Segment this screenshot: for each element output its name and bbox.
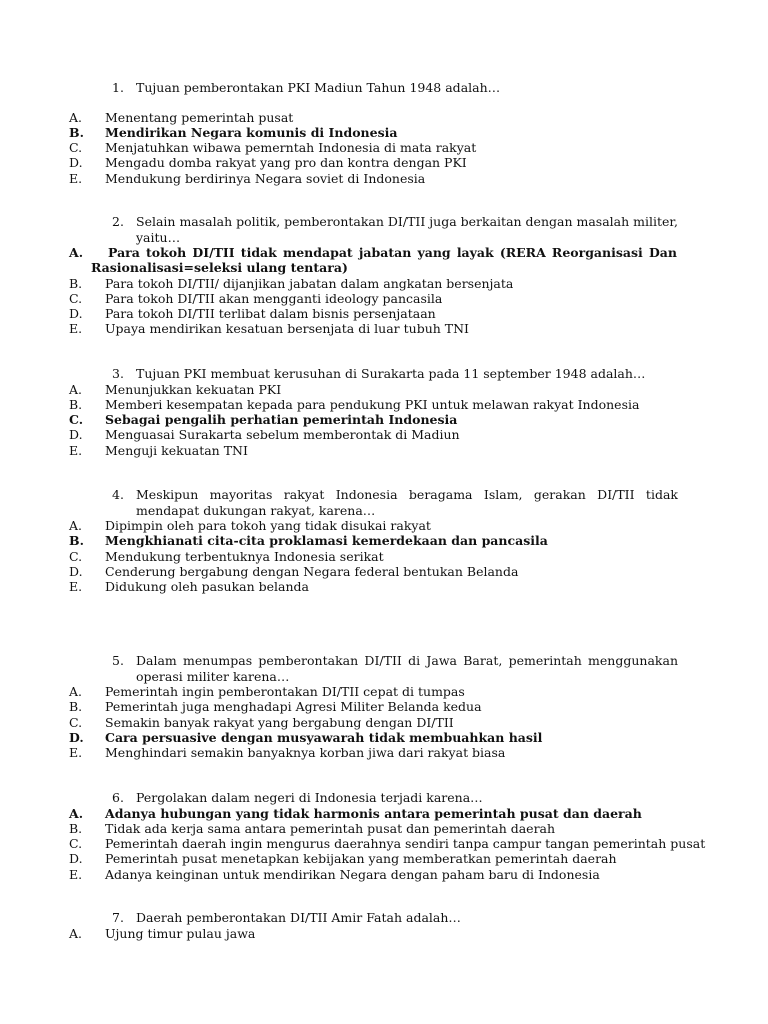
option-text: Menguasai Surakarta sebelum memberontak di Madiun [105,427,460,443]
option-text: Mendirikan Negara komunis di Indonesia [105,124,398,140]
option-a-correct [0,245,768,276]
question-text: Pergolakan dalam negeri di Indonesia terjadi karena… [136,790,483,805]
question-stem [112,80,678,96]
question-text: Dalam menumpas pemberontakan DI/TII di Jawa Barat, pemerintah menggunakan operasi militer karena… [136,653,678,684]
question-2 [0,214,768,337]
question-number: 7. [112,910,124,925]
question-stem [112,366,678,382]
option-b [0,699,768,714]
option-letter: B. [69,820,83,836]
question-5 [0,653,768,760]
question-text: Selain masalah politik, pemberontakan DI/TII juga berkaitan dengan masalah militer, yaitu… [136,214,678,245]
option-a [0,518,768,533]
option-letter: D. [69,306,83,322]
option-text: Menghindari semakin banyaknya korban jiwa dari rakyat biasa [105,745,506,761]
option-letter: A. [69,381,83,397]
option-letter: C. [69,548,83,564]
option-d [0,306,768,321]
question-stem [112,790,678,806]
option-letter: A. [69,245,84,260]
option-letter: E. [69,745,83,761]
question-number: 6. [112,790,124,805]
option-b-correct [0,125,768,140]
option-e [0,321,768,336]
option-letter: E. [69,170,83,186]
option-letter: E. [69,579,83,595]
option-c-correct [0,412,768,427]
question-text: Tujuan PKI membuat kerusuhan di Surakarta pada 11 september 1948 adalah… [136,366,646,381]
option-text: Adanya keinginan untuk mendirikan Negara dengan paham baru di Indonesia [105,866,600,882]
option-text: Adanya hubungan yang tidak harmonis antara pemerintah pusat dan daerah [105,805,642,821]
question-text: Daerah pemberontakan DI/TII Amir Fatah adalah… [136,910,461,925]
option-b [0,821,768,836]
option-letter: B. [69,533,84,549]
option-e [0,171,768,186]
option-e [0,443,768,458]
question-3 [0,366,768,458]
option-text: Para tokoh DI/TII terlibat dalam bisnis persenjataan [105,306,436,322]
option-text: Cara persuasive dengan musyawarah tidak membuahkan hasil [105,729,543,745]
option-text: Didukung oleh pasukan belanda [105,579,309,595]
option-letter: B. [69,699,83,715]
option-a [0,684,768,699]
question-1 [0,80,768,186]
option-d [0,155,768,170]
option-text: Mendukung terbentuknya Indonesia serikat [105,548,384,564]
option-text: Dipimpin oleh para tokoh yang tidak disukai rakyat [105,518,431,533]
question-number: 3. [112,366,124,381]
option-text: Menentang pemerintah pusat [105,109,294,125]
question-7 [0,910,768,941]
option-text: Pemerintah juga menghadapi Agresi Militer Belanda kedua [105,699,482,715]
question-text: Tujuan pemberontakan PKI Madiun Tahun 1948 adalah… [136,80,501,95]
option-d [0,851,768,866]
option-d [0,564,768,579]
option-e [0,579,768,594]
option-text: Tidak ada kerja sama antara pemerintah pusat dan pemerintah daerah [105,820,556,836]
option-text: Semakin banyak rakyat yang bergabung dengan DI/TII [105,714,454,730]
option-text: Memberi kesempatan kepada para pendukung PKI untuk melawan rakyat Indonesia [105,396,640,412]
option-c [0,836,768,851]
option-text: Para tokoh DI/TII/ dijanjikan jabatan dalam angkatan bersenjata [105,275,514,291]
option-letter: B. [69,275,83,291]
option-c [0,715,768,730]
option-letter: C. [69,836,83,852]
option-b [0,397,768,412]
option-a-correct [0,806,768,821]
option-letter: E. [69,442,83,458]
question-stem [112,653,678,684]
option-d [0,427,768,442]
option-text: Sebagai pengalih perhatian pemerintah Indonesia [105,412,458,428]
option-a [0,382,768,397]
option-letter: E. [69,321,83,337]
option-e [0,867,768,882]
option-letter: A. [69,925,83,941]
option-a [0,110,768,125]
option-letter: C. [69,290,83,306]
option-b-correct [0,533,768,548]
question-number: 5. [112,653,124,668]
question-text: Meskipun mayoritas rakyat Indonesia beragama Islam, gerakan DI/TII tidak mendapat dukungan rakyat, karena… [136,487,678,518]
option-text: Mengkhianati cita-cita proklamasi kemerdekaan dan pancasila [105,533,548,549]
question-number: 1. [112,80,124,95]
option-letter: D. [69,851,83,867]
option-text: Pemerintah ingin pemberontakan DI/TII cepat di tumpas [105,684,465,699]
option-letter: D. [69,427,83,443]
option-text: Menunjukkan kekuatan PKI [105,381,282,397]
option-text: Ujung timur pulau jawa [105,925,256,941]
option-letter: D. [69,729,84,745]
option-text: Menguji kekuatan TNI [105,442,248,458]
option-letter: C. [69,412,84,428]
option-text: Mendukung berdirinya Negara soviet di Indonesia [105,170,426,186]
question-number: 4. [112,487,124,502]
option-c [0,549,768,564]
option-text: Upaya mendirikan kesatuan bersenjata di luar tubuh TNI [105,321,469,337]
question-stem [112,214,678,245]
option-text: Pemerintah daerah ingin mengurus daerahnya sendiri tanpa campur tangan pemerintah pusat [105,836,706,852]
option-letter: C. [69,140,83,156]
option-letter: D. [69,563,83,579]
option-text: Pemerintah pusat menetapkan kebijakan yang memberatkan pemerintah daerah [105,851,617,867]
question-stem [112,910,678,926]
option-text: Para tokoh DI/TII akan mengganti ideology pancasila [105,290,443,306]
option-e [0,745,768,760]
option-text: Mengadu domba rakyat yang pro dan kontra dengan PKI [105,155,467,171]
option-letter: A. [69,518,83,533]
option-letter: B. [69,124,84,140]
option-text: Menjatuhkan wibawa pemerntah Indonesia di mata rakyat [105,140,477,156]
question-stem [112,487,678,518]
option-letter: E. [69,866,83,882]
option-letter: C. [69,714,83,730]
option-b [0,276,768,291]
question-6 [0,790,768,882]
option-text: Para tokoh DI/TII tidak mendapat jabatan yang layak (RERA Reorganisasi Dan Rasionalisasi=seleksi ulang tentara) [91,245,677,276]
option-letter: A. [69,109,83,125]
option-c [0,291,768,306]
option-a [0,926,768,941]
question-number: 2. [112,214,124,229]
option-d-correct [0,730,768,745]
question-4 [0,487,768,594]
option-letter: A. [69,805,84,821]
option-letter: B. [69,396,83,412]
option-text: Cenderung bergabung dengan Negara federal bentukan Belanda [105,563,519,579]
option-c [0,140,768,155]
option-letter: D. [69,155,83,171]
option-letter: A. [69,684,83,699]
